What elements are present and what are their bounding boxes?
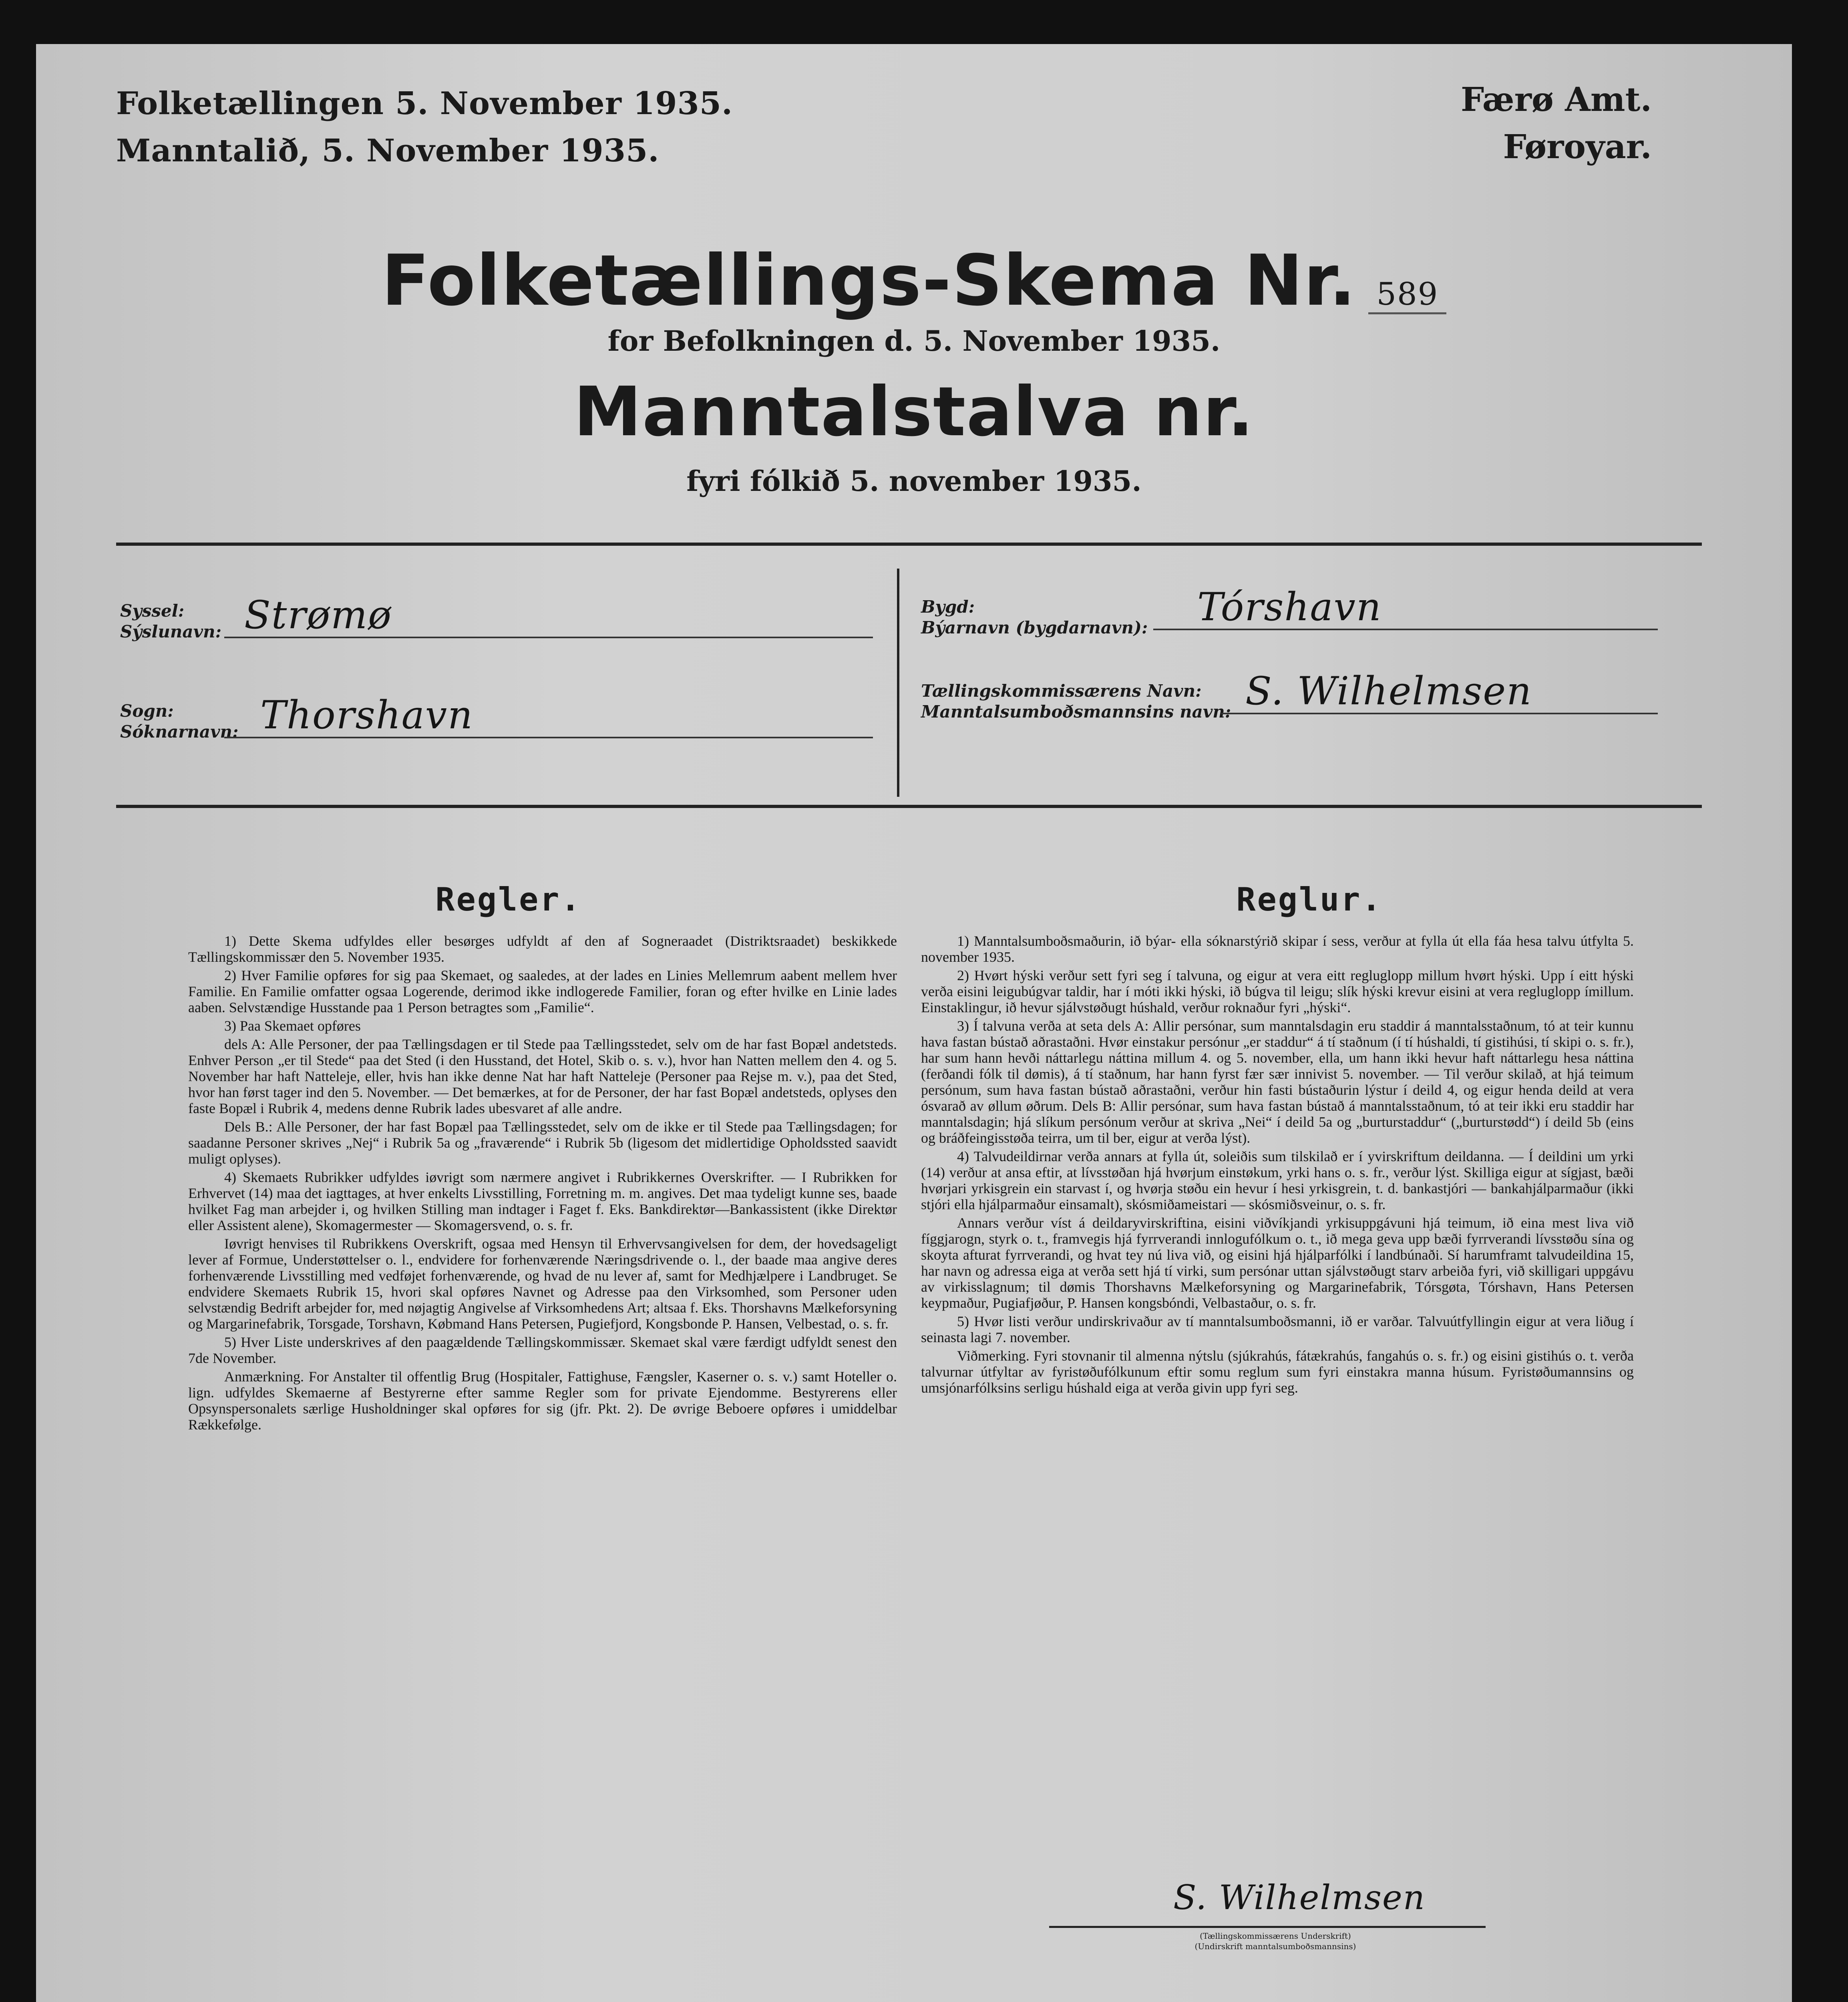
regler-paragraph: 1) Dette Skema udfyldes eller besørges udfyldt af den af Sogneraadet (Distriktsraadet) beskikkede Tællingskommissær den 5. November 1935. [188,933,897,965]
field-column-divider [897,569,899,797]
syssel-value: Strømø [244,593,392,637]
reglur-paragraph: 1) Manntalsumboðsmaðurin, ið býar- ella sóknarstýrið skipar í sess, verður at fylla út ella fáa hesa talvu útfylta 5. november 1935. [921,933,1634,965]
sogn-label-fo: Sóknarnavn: [120,722,239,742]
divider-bottom [116,805,1702,808]
signature: S. Wilhelmsen [1173,1878,1426,1917]
reglur-paragraph: Annars verður víst á deildaryvirskriftina, eisini viðvíkjandi yrkisuppgávuni hjá teimum, ið eina mest liva við fíggjarogn, styrk o. t., framvegis hjá fyrrverandi innlogufólkum o. t., ið mega geva upp bæði fyrrverandi lívsstøðu sína og skoyta afturat fyrrverandi, og hvat tey nú liva við, og eisini hjá hjálparfólki í landbúnaði. Sí harumframt talvudeildina 15, har navn og adressa eiga at verða sett hjá tí virki, sum persónar uttan sjálvstøðugt starv arbeiða fyri, við skilligari uppgávu av virkisslagnum; til dømis Thorshavns Mælkeforsyning og Margarinefabrik, Tórsgøta, Tórshavn, Hans Petersen keypmaður, Pugiafjøður, P. Hansen kongsbóndi, Velbastaður, o. s. fr. [921,1215,1634,1311]
syssel-label-fo: Sýslunavn: [120,622,222,641]
county-header [1461,76,1652,171]
regler-paragraph: 2) Hver Familie opføres for sig paa Skemaet, og saaledes, at der lades en Linies Mellemrum aabent mellem hver Familie. En Familie omfatter ogsaa Logerende, derimod ikke indlogerede Familier, foran og efter hvilke en Linie lades aaben. Selvstændige Husstande paa 1 Person betragtes som „Familie“. [188,967,897,1015]
bygd-label-fo: Býarnavn (bygdarnavn): [921,618,1148,637]
reglur-paragraph: 2) Hvørt hýski verður sett fyri seg í talvuna, og eigur at vera eitt regluglopp millum hvørt hýski. Upp í eitt hýski verða eisini leigubúgvar taldir, har í móti ikki hýski, ið búgva til leigu; slík hýski krevur eisini at vera regluglopp ímillum. Einstaklingur, ið hevur sjálvstøðugt húshald, verður roknaður fyri „hýski“. [921,967,1634,1015]
reglur-paragraph: 5) Hvør listi verður undirskrivaður av tí manntalsumboðsmanni, ið er varðar. Talvuútfyllingin eigur at vera liðug í seinasta lagi 7. november. [921,1313,1634,1345]
census-date-header [116,80,733,175]
regler-paragraph: 3) Paa Skemaet opføres [224,1018,361,1034]
syssel-label [120,601,221,642]
form-title-fo: Manntalstalva nr. [573,372,1255,452]
census-date-da: Folketællingen 5. November 1935. [116,85,733,122]
sogn-label-da: Sogn: [120,701,174,721]
regler-paragraph: Iøvrigt henvises til Rubrikkens Overskrift, ogsaa med Hensyn til Erhvervsangivelsen for dem, der hovedsageligt lever af Formue, Understøttelser o. l., endvidere for forhenværende Næringsdrivende o. l., der baade maa angive deres forhenværende Livsstilling med vedføjet forhenværende, og hvad de nu lever af, samt for Medhjælpere i Landbruget. Se endvidere Skemaets Rubrik 15, hvori skal opføres Navnet og Adresse paa den Virksomhed, som Personer uden selvstændig Bedrift arbejder for, med nøjagtig Angivelse af Virksomhedens Art; altsaa f. Eks. Thorshavns Mælkeforsyning og Margarinefabrik, Torsgade, Torshavn, Købmand Hans Petersen, Pugiefjord, Kongsbonde P. Hansen, Velbestad, o. s. fr. [188,1236,897,1332]
bygd-label-da: Bygd: [921,597,975,617]
reglur-title: Reglur. [1236,881,1383,918]
reglur-paragraph: 3) Í talvuna verða at seta dels A: Allir persónar, sum manntalsdagin eru staddir á manntalsstaðnum, tó at teir kunnu hava fastan bústað aðrastaðni. Hvør einstakur persónur „er staddur“ á tí staðnum (í tí húshaldi, tí gistihúsi, tí skipi o. s. fr.), har sum hann hevði náttarlegu náttina millum 4. og 5. november, ella, um hann ikki hevur haft náttarlegu hesa náttina (ferðandi fólk til dømis), á tí staðnum, har hann fyrst fær sær innivist 5. november. — Til verður skilað, at hjá teimum persónum, sum hava fastan bústað aðrastaðni, verður hin fasti bústaðurin lýstur í deild 4, og eigur henda deild at vera ósvarað av øllum øðrum. Dels B: Allir persónar, sum hava fastan bústað á manntalsstaðnum, tó at teir ikki eru staddir har manntalsdagin; hjá slíkum persónum verður at skriva „Nei“ í deild 5a og „burturstaddur“ („burturstødd“) í deild 5b (eins og bráðfeingisstøða teirra, um til ber, eigur at verða lýst). [921,1018,1634,1146]
county-da: Færø Amt. [1461,80,1652,119]
reglur-paragraph: Viðmerking. Fyri stovnanir til almenna nýtslu (sjúkrahús, fátækrahús, fangahús o. s. fr.) og eisini gistihús o. t. verða talvurnar útfyltar av fyristøðufólkunum eftir somu reglum sum fyri einstakra manna húsum. Fyristøðumannsins og umsjónarfólksins serligu húshald eiga at verða givin upp fyri seg. [921,1348,1634,1396]
syssel-label-da: Syssel: [120,601,185,621]
signature-line [1049,1926,1486,1928]
commissioner-label [921,681,1231,722]
signature-caption-fo: (Undirskrift manntalsumboðsmannsins) [1194,1942,1356,1951]
regler-title: Regler. [435,881,582,918]
form-subtitle-fo: fyri fólkið 5. november 1935. [686,464,1142,498]
signature-caption [1117,1931,1434,1952]
sogn-label [120,701,239,742]
divider-top [116,543,1702,546]
regler-paragraph: Anmærkning. For Anstalter til offentlig Brug (Hospitaler, Fattighuse, Fængsler, Kaserner o. s. v.) samt Hoteller o. lign. udfyldes Skemaerne af Bestyrerne efter samme Regler som for private Ejendomme. Bestyrerens eller Opsynspersonalets særlige Husholdninger skal opføres for sig (jfr. Pkt. 2). De øvrige Beboere opføres i umiddelbar Rækkefølge. [188,1369,897,1433]
county-fo: Føroyar. [1503,128,1652,166]
bygd-value: Tórshavn [1197,585,1382,629]
reglur-paragraph: 4) Talvudeildirnar verða annars at fylla út, soleiðis sum tilskilað er í yvirskriftum deildanna. — Í deildini um yrki (14) verður at ansa eftir, at lívsstøðan hjá hvørjum einstøkum, yrki hans o. s. fr., verður lýst. Skilliga eigur at sígjast, bæði hvørjari yrkisgrein ein starvast í, og hvørja støðu ein hevur í hesi yrkisgrein, t. d. bankastjóri — bankahjálparmaður (ikki stjóri ella hjálparmaður einsamalt), skósmiðameistari — skósmiðsveinur, o. s. fr. [921,1148,1634,1212]
regler-paragraph: dels A: Alle Personer, der paa Tællingsdagen er til Stede paa Tællingsstedet, selv om de har fast Bopæl andetsteds. Enhver Person „er til Stede“ paa det Sted (i den Husstand, det Hotel, Skib o. s. v.), hvor han Natten mellem den 4. og 5. November har haft Natteleje, eller, hvis han ikke denne Nat har haft Natteleje (Personer paa Rejse m. v.), paa det Sted, hvor han først tager ind den 5. November. — Det bemærkes, at for de Personer, der har fast Bopæl andetsteds, oplyses den faste Bopæl i Rubrik 4, medens denne Rubrik lades ubesvaret af alle andre. [188,1036,897,1116]
commissioner-label-da: Tællingskommissærens Navn: [921,681,1202,701]
reglur-text [921,933,1634,1398]
signature-caption-da: (Tællingskommissærens Underskrift) [1200,1931,1351,1941]
form-subtitle: for Befolkningen d. 5. November 1935. [607,324,1221,358]
commissioner-label-fo: Manntalsumboðsmannsins navn: [921,702,1231,722]
bygd-label [921,597,1148,638]
census-date-fo: Manntalið, 5. November 1935. [116,133,660,169]
commissioner-value: S. Wilhelmsen [1245,669,1532,714]
form-number: 589 [1368,276,1446,314]
form-title [36,240,1792,322]
sogn-value: Thorshavn [260,693,473,738]
census-form-sheet [36,44,1792,2002]
regler-text [188,933,897,1435]
regler-paragraph: Dels B.: Alle Personer, der har fast Bopæl paa Tællingsstedet, selv om de ikke er til Stede paa Tællingsdagen; for saadanne Personer skrives „Nej“ i Rubrik 5a og „fraværende“ i Rubrik 5b (ligesom det midlertidige Opholdssted saavidt muligt oplyses). [188,1119,897,1167]
regler-paragraph: 5) Hver Liste underskrives af den paagældende Tællingskommissær. Skemaet skal være færdigt udfyldt senest den 7de November. [188,1334,897,1366]
form-title-text: Folketællings-Skema Nr. [381,240,1357,322]
regler-paragraph: 4) Skemaets Rubrikker udfyldes iøvrigt som nærmere angivet i Rubrikkernes Overskrifter. — I Rubrikken for Erhvervet (14) maa det iagttages, at hver enkelts Livsstilling, Forretning m. m. angives. Det maa tydeligt kunne ses, baade hvilket Fag man arbejder i, og hvilken Stilling man indtager i Faget f. Eks. Bankdirektør—Bankassistent (ikke Direktør eller Assistent alene), Skomagermester — Skomagersvend, o. s. fr. [188,1169,897,1233]
